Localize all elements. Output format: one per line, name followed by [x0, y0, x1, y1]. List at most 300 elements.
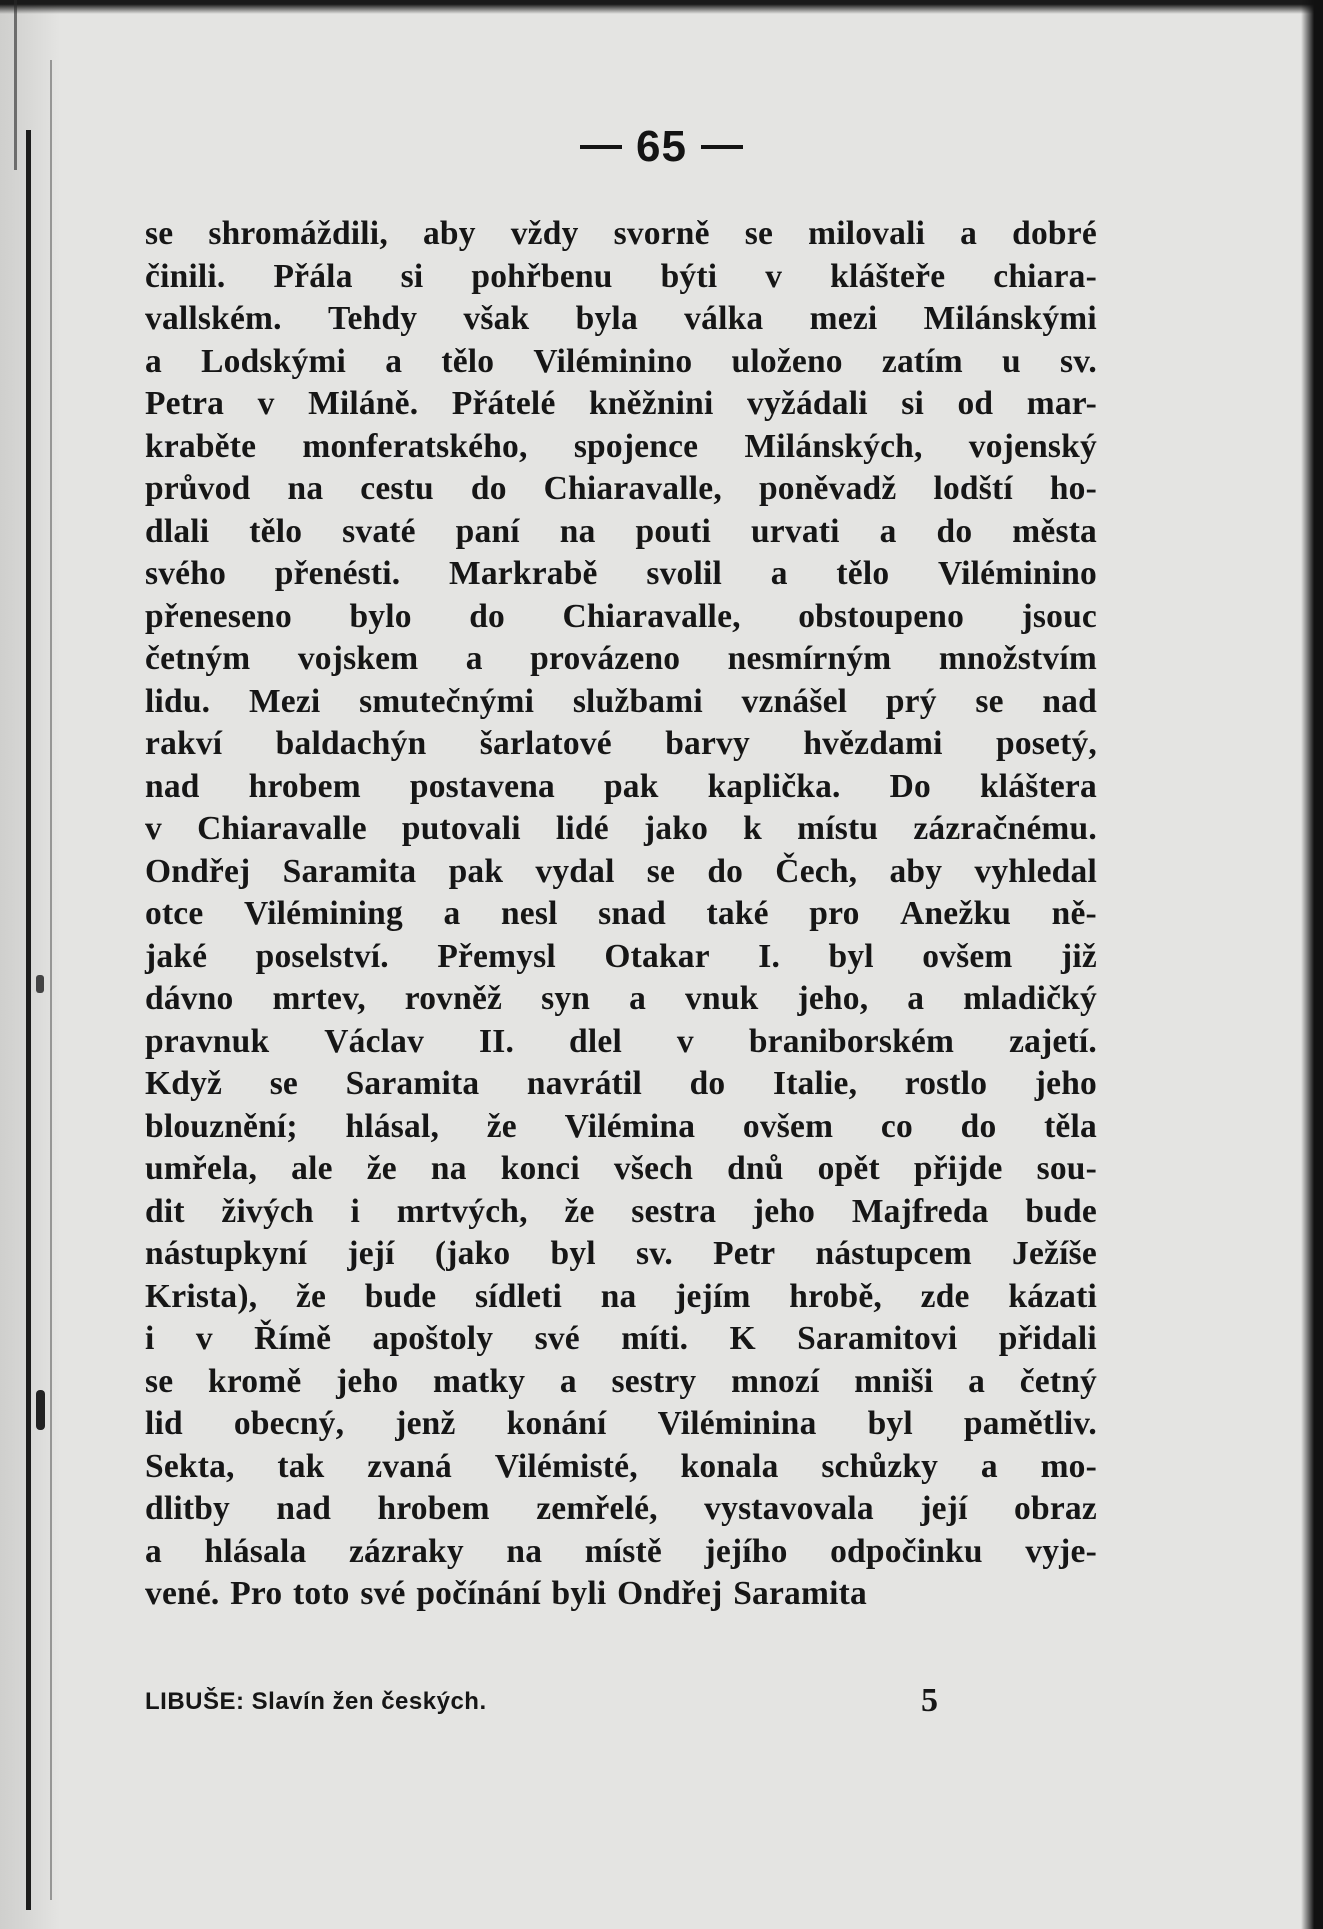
text-word: mniši: [854, 1362, 934, 1400]
text-word: se: [145, 1362, 174, 1400]
text-word: vydal: [535, 852, 615, 890]
text-word: všech: [613, 1150, 694, 1187]
text-word: sou-: [1036, 1150, 1097, 1187]
text-word: jeho: [336, 1362, 399, 1400]
text-line: [145, 341, 1097, 384]
text-word: kraběte: [145, 427, 257, 465]
text-word: Lodskými: [201, 342, 347, 380]
text-word: barvy: [665, 725, 750, 762]
text-word: schůzky: [821, 1447, 939, 1485]
text-word: ně-: [1051, 895, 1097, 932]
text-word: Italie,: [772, 1065, 858, 1102]
text-word: Ježíše: [1012, 1235, 1097, 1272]
text-word: Pro: [230, 1575, 283, 1612]
text-word: bylo: [349, 597, 412, 635]
text-word: Tehdy: [328, 300, 418, 337]
text-word: a: [443, 895, 461, 932]
text-line: [145, 766, 1097, 809]
text-word: vené.: [145, 1575, 220, 1612]
text-word: pak: [448, 852, 504, 890]
text-line: [145, 511, 1097, 554]
text-word: dobré: [1012, 215, 1097, 252]
text-word: přeneseno: [145, 597, 292, 635]
text-word: jeho: [1034, 1065, 1097, 1102]
text-line: [145, 681, 1097, 724]
text-word: byl: [828, 937, 874, 975]
text-word: nad: [276, 1490, 332, 1527]
text-word: vallském.: [145, 300, 282, 337]
text-word: do: [707, 852, 744, 890]
text-word: Když: [145, 1065, 223, 1102]
text-line: [145, 1403, 1097, 1446]
text-word: na: [287, 470, 324, 507]
text-word: vojenský: [968, 427, 1097, 465]
text-word: postavena: [409, 767, 555, 805]
text-word: Chiaravalle: [197, 810, 367, 847]
text-word: přenésti.: [274, 555, 401, 592]
text-word: kromě: [207, 1362, 302, 1400]
text-line: [145, 1233, 1097, 1276]
text-word: obstoupeno: [798, 597, 965, 635]
text-word: v: [145, 810, 162, 847]
text-word: Miláně.: [308, 385, 419, 422]
text-line: [145, 213, 1097, 256]
text-word: jako: [643, 810, 709, 847]
text-word: dlel: [569, 1022, 622, 1060]
text-word: blouznění;: [145, 1107, 298, 1145]
text-word: uloženo: [731, 342, 843, 380]
text-word: Přátelé: [451, 385, 556, 422]
text-word: jeho,: [797, 980, 869, 1017]
text-word: její: [920, 1490, 968, 1527]
text-word: urvati: [750, 512, 840, 550]
text-word: dlitby: [145, 1490, 230, 1527]
text-line: [145, 808, 1097, 851]
text-line: [145, 1318, 1097, 1361]
text-word: míti.: [621, 1320, 689, 1357]
text-word: k: [743, 810, 763, 847]
text-word: lidu.: [145, 682, 211, 720]
text-word: Viléminino: [533, 342, 693, 380]
text-word: Sekta,: [145, 1447, 235, 1485]
header-dash-right: [701, 145, 743, 149]
text-word: a: [879, 512, 897, 550]
text-word: počínání: [416, 1575, 541, 1612]
text-word: Majfreda: [851, 1192, 989, 1230]
text-word: Římě: [254, 1320, 332, 1357]
text-word: činili.: [145, 257, 226, 295]
text-line: [145, 468, 1097, 511]
text-word: klášteře: [830, 257, 946, 295]
text-word: dit: [145, 1192, 185, 1230]
text-line: [145, 1148, 1097, 1191]
text-word: kláštera: [979, 767, 1097, 805]
text-word: svaté: [342, 512, 416, 550]
text-word: také: [706, 895, 769, 932]
text-word: vnuk: [685, 980, 759, 1017]
text-word: poněvadž: [758, 470, 897, 507]
text-word: zázraky: [348, 1532, 464, 1570]
text-word: sv.: [636, 1235, 673, 1272]
text-word: vyhledal: [974, 852, 1097, 890]
text-word: a: [968, 1362, 986, 1400]
text-word: sídleti: [475, 1277, 563, 1315]
text-word: Chiaravalle,: [543, 470, 722, 507]
text-word: snad: [598, 895, 667, 932]
text-word: lid: [145, 1405, 183, 1442]
header-dash-left: [580, 145, 622, 149]
text-line: [145, 851, 1097, 894]
text-word: rostlo: [904, 1065, 988, 1102]
text-word: Vilémisté,: [494, 1447, 638, 1485]
text-word: na: [506, 1532, 543, 1570]
text-word: mo-: [1040, 1447, 1097, 1485]
text-word: hrobem: [248, 767, 361, 805]
text-word: průvod: [145, 470, 251, 507]
text-word: Chiaravalle,: [562, 597, 741, 635]
text-word: do: [960, 1107, 997, 1145]
text-word: však: [463, 300, 530, 337]
text-word: aby: [889, 852, 943, 890]
text-line: [145, 1573, 1097, 1616]
text-word: mezi: [809, 300, 878, 337]
text-word: II.: [479, 1022, 515, 1060]
text-line: [145, 723, 1097, 766]
text-word: byli: [551, 1575, 607, 1612]
text-word: byl: [550, 1235, 596, 1272]
text-word: že: [366, 1150, 397, 1187]
text-word: a: [145, 342, 162, 380]
text-word: odpočinku: [830, 1532, 983, 1570]
text-word: Anežku: [900, 895, 1012, 932]
footer-signature: LIBUŠE: Slavín žen českých.: [145, 1688, 487, 1715]
text-word: že: [486, 1107, 517, 1145]
text-word: kaplička.: [707, 767, 841, 805]
sheet-mark: 5: [921, 1682, 938, 1719]
text-word: na: [600, 1277, 637, 1315]
text-word: se: [269, 1065, 298, 1102]
text-word: jsouc: [1021, 597, 1097, 635]
text-word: si: [400, 257, 424, 295]
text-word: paní: [455, 512, 520, 550]
text-word: hrobě,: [789, 1277, 882, 1315]
text-line: [145, 638, 1097, 681]
text-word: baldachýn: [275, 725, 427, 762]
text-word: Saramita: [345, 1065, 480, 1102]
text-word: místě: [584, 1532, 662, 1570]
text-word: i: [145, 1320, 155, 1357]
text-word: svorně: [613, 215, 710, 252]
text-line: [145, 256, 1097, 299]
text-line: [145, 1191, 1097, 1234]
text-line: [145, 1488, 1097, 1531]
text-word: Petr: [713, 1235, 776, 1272]
text-word: se: [744, 215, 774, 252]
text-word: hlásala: [204, 1532, 307, 1570]
text-word: zázračnému.: [913, 810, 1097, 847]
text-word: množstvím: [938, 640, 1097, 677]
page-number: 65: [636, 122, 687, 172]
text-word: prý: [885, 682, 937, 720]
text-word: bude: [1025, 1192, 1097, 1230]
text-word: tak: [277, 1447, 325, 1485]
text-word: Přála: [273, 257, 353, 295]
text-word: posetý,: [996, 725, 1097, 762]
text-word: pak: [603, 767, 659, 805]
text-word: cestu: [360, 470, 434, 507]
text-word: kněžnini: [589, 385, 714, 422]
text-word: do: [469, 597, 505, 635]
text-word: četným: [145, 640, 251, 677]
text-word: vždy: [510, 215, 579, 252]
text-word: již: [1060, 937, 1097, 975]
text-word: ovšem: [922, 937, 1013, 975]
text-word: dávno: [145, 980, 234, 1017]
text-word: vyje-: [1025, 1532, 1097, 1570]
body-text: [145, 213, 1097, 1616]
text-word: nad: [145, 767, 200, 805]
page-header: [0, 120, 1323, 172]
text-word: zajetí.: [1009, 1022, 1097, 1060]
text-word: pohřbenu: [471, 257, 613, 295]
text-line: [145, 978, 1097, 1021]
text-word: konala: [680, 1447, 779, 1485]
text-word: Otakar: [604, 937, 710, 975]
text-word: pro: [809, 895, 860, 932]
text-word: zvaná: [367, 1447, 452, 1485]
text-word: nástupkyní: [145, 1235, 308, 1272]
text-word: lodští: [933, 470, 1013, 507]
text-word: že: [295, 1277, 327, 1315]
text-word: pouti: [635, 512, 711, 550]
text-word: službami: [572, 682, 703, 720]
binding-line: [26, 130, 31, 1910]
text-word: do: [689, 1065, 726, 1102]
text-word: vznášel: [741, 682, 848, 720]
text-word: jejím: [675, 1277, 751, 1315]
text-word: v: [195, 1320, 213, 1357]
text-word: nesl: [500, 895, 558, 932]
text-word: I.: [758, 937, 781, 975]
page-edge-right: [1301, 0, 1323, 1929]
text-line: [145, 1446, 1097, 1489]
text-word: rovněž: [404, 980, 503, 1017]
text-word: Ondřej: [145, 852, 251, 890]
text-word: místu: [797, 810, 879, 847]
text-word: kázati: [1008, 1277, 1097, 1315]
text-word: Václav: [324, 1022, 425, 1060]
text-word: ho-: [1049, 470, 1097, 507]
text-word: jaké: [145, 937, 208, 975]
text-word: otce: [145, 895, 204, 932]
text-word: navrátil: [526, 1065, 643, 1102]
text-word: jejího: [704, 1532, 788, 1570]
text-word: dnů: [727, 1150, 784, 1187]
text-word: a: [559, 1362, 577, 1400]
page-footer: [145, 1682, 1105, 1732]
text-word: Milánských,: [744, 427, 923, 465]
text-word: jenž: [395, 1405, 456, 1442]
text-word: šarlatové: [479, 725, 612, 762]
text-word: se: [145, 215, 174, 252]
text-word: konci: [500, 1150, 580, 1187]
text-word: mnozí: [731, 1362, 820, 1400]
text-word: v: [676, 1022, 694, 1060]
text-word: Vilémina: [564, 1107, 696, 1145]
text-word: ale: [291, 1150, 333, 1187]
text-word: její: [347, 1235, 395, 1272]
text-word: se: [975, 682, 1004, 720]
text-word: nesmírným: [727, 640, 892, 677]
text-word: Krista),: [145, 1277, 258, 1315]
text-word: a: [629, 980, 647, 1017]
text-line: [145, 1106, 1097, 1149]
text-line: [145, 298, 1097, 341]
text-word: a: [980, 1447, 998, 1485]
text-word: do: [936, 512, 973, 550]
text-word: válka: [684, 300, 764, 337]
text-word: svolil: [646, 555, 723, 592]
text-word: na: [430, 1150, 467, 1187]
text-word: Mezi: [248, 682, 321, 720]
text-word: provázeno: [530, 640, 681, 677]
text-word: Čech,: [775, 852, 858, 890]
text-word: zde: [920, 1277, 970, 1315]
text-word: matky: [432, 1362, 526, 1400]
text-word: u: [1002, 342, 1021, 380]
text-word: přijde: [913, 1150, 1003, 1187]
text-word: a: [465, 640, 483, 677]
text-line: [145, 1531, 1097, 1574]
text-word: obraz: [1014, 1490, 1097, 1527]
text-line: [145, 596, 1097, 639]
text-word: rakví: [145, 725, 223, 762]
text-word: tělo: [441, 342, 495, 380]
text-word: Vilémining: [243, 895, 403, 932]
text-word: do: [470, 470, 507, 507]
text-word: a: [907, 980, 925, 1017]
text-word: sestra: [631, 1192, 717, 1230]
text-word: a: [145, 1532, 162, 1570]
text-word: jeho: [752, 1192, 816, 1230]
text-word: monferatského,: [302, 427, 528, 465]
text-word: města: [1012, 512, 1097, 550]
text-line: [145, 383, 1097, 426]
text-word: Saramita: [733, 1575, 867, 1612]
text-word: Ondřej: [617, 1575, 723, 1612]
text-word: spojence: [573, 427, 699, 465]
text-word: a: [770, 555, 788, 592]
text-word: nad: [1042, 682, 1097, 720]
text-word: od: [957, 385, 994, 422]
text-word: braniborském: [748, 1022, 955, 1060]
text-word: Viléminino: [938, 555, 1097, 592]
text-word: Přemysl: [437, 937, 556, 975]
text-word: bude: [364, 1277, 437, 1315]
page-edge-top: [0, 0, 1323, 14]
binding-crease: [50, 60, 52, 1900]
text-word: vystavovala: [704, 1490, 874, 1527]
text-word: mladičký: [963, 980, 1097, 1017]
text-line: [145, 936, 1097, 979]
text-word: zatím: [881, 342, 963, 380]
text-word: v: [257, 385, 275, 422]
text-word: Saramita: [282, 852, 417, 890]
text-word: Petra: [145, 385, 225, 422]
text-word: na: [559, 512, 596, 550]
text-word: obecný,: [233, 1405, 345, 1442]
text-word: dlali: [145, 512, 210, 550]
text-word: vyžádali: [747, 385, 868, 422]
text-word: své: [360, 1575, 406, 1612]
text-word: byl: [867, 1405, 913, 1442]
binding-mark: [36, 1390, 45, 1430]
text-word: shromáždili,: [208, 215, 388, 252]
text-word: Markrabě: [449, 555, 598, 592]
text-word: smutečnými: [359, 682, 535, 720]
text-line: [145, 893, 1097, 936]
text-word: umřela,: [145, 1150, 258, 1187]
text-word: tělo: [249, 512, 303, 550]
text-word: živých: [221, 1192, 314, 1230]
text-word: býti: [660, 257, 718, 295]
text-line: [145, 1276, 1097, 1319]
text-word: četný: [1019, 1362, 1097, 1400]
text-word: poselství.: [255, 937, 389, 975]
text-word: přidali: [998, 1320, 1097, 1357]
text-word: (jako: [434, 1235, 511, 1272]
text-word: chiara-: [993, 257, 1097, 295]
text-line: [145, 426, 1097, 469]
text-line: [145, 1063, 1097, 1106]
text-word: toto: [293, 1575, 350, 1612]
text-word: ovšem: [742, 1107, 834, 1145]
text-word: syn: [541, 980, 591, 1017]
text-word: mrtev,: [272, 980, 366, 1017]
text-word: sv.: [1060, 342, 1097, 380]
text-word: svého: [145, 555, 227, 592]
text-word: že: [564, 1192, 595, 1230]
text-word: Saramitovi: [797, 1320, 958, 1357]
text-word: apoštoly: [372, 1320, 494, 1357]
text-word: sestry: [611, 1362, 697, 1400]
text-word: Do: [889, 767, 931, 805]
text-word: hvězdami: [803, 725, 943, 762]
text-word: opět: [817, 1150, 880, 1187]
text-word: putovali: [401, 810, 521, 847]
text-word: lidé: [555, 810, 609, 847]
text-word: mrtvých,: [396, 1192, 528, 1230]
text-word: hrobem: [377, 1490, 490, 1527]
text-word: pravnuk: [145, 1022, 270, 1060]
binding-mark: [36, 975, 44, 993]
text-line: [145, 1361, 1097, 1404]
text-word: pamětliv.: [963, 1405, 1097, 1442]
text-word: se: [646, 852, 676, 890]
text-word: mar-: [1026, 385, 1097, 422]
text-word: zemřelé,: [536, 1490, 658, 1527]
text-word: milovali: [808, 215, 926, 252]
text-word: byla: [575, 300, 638, 337]
text-word: v: [765, 257, 783, 295]
text-word: své: [534, 1320, 580, 1357]
text-word: těla: [1044, 1107, 1097, 1145]
text-word: si: [901, 385, 924, 422]
text-word: tělo: [836, 555, 890, 592]
text-word: hlásal,: [345, 1107, 440, 1145]
text-word: Milánskými: [923, 300, 1097, 337]
text-word: konání: [506, 1405, 607, 1442]
